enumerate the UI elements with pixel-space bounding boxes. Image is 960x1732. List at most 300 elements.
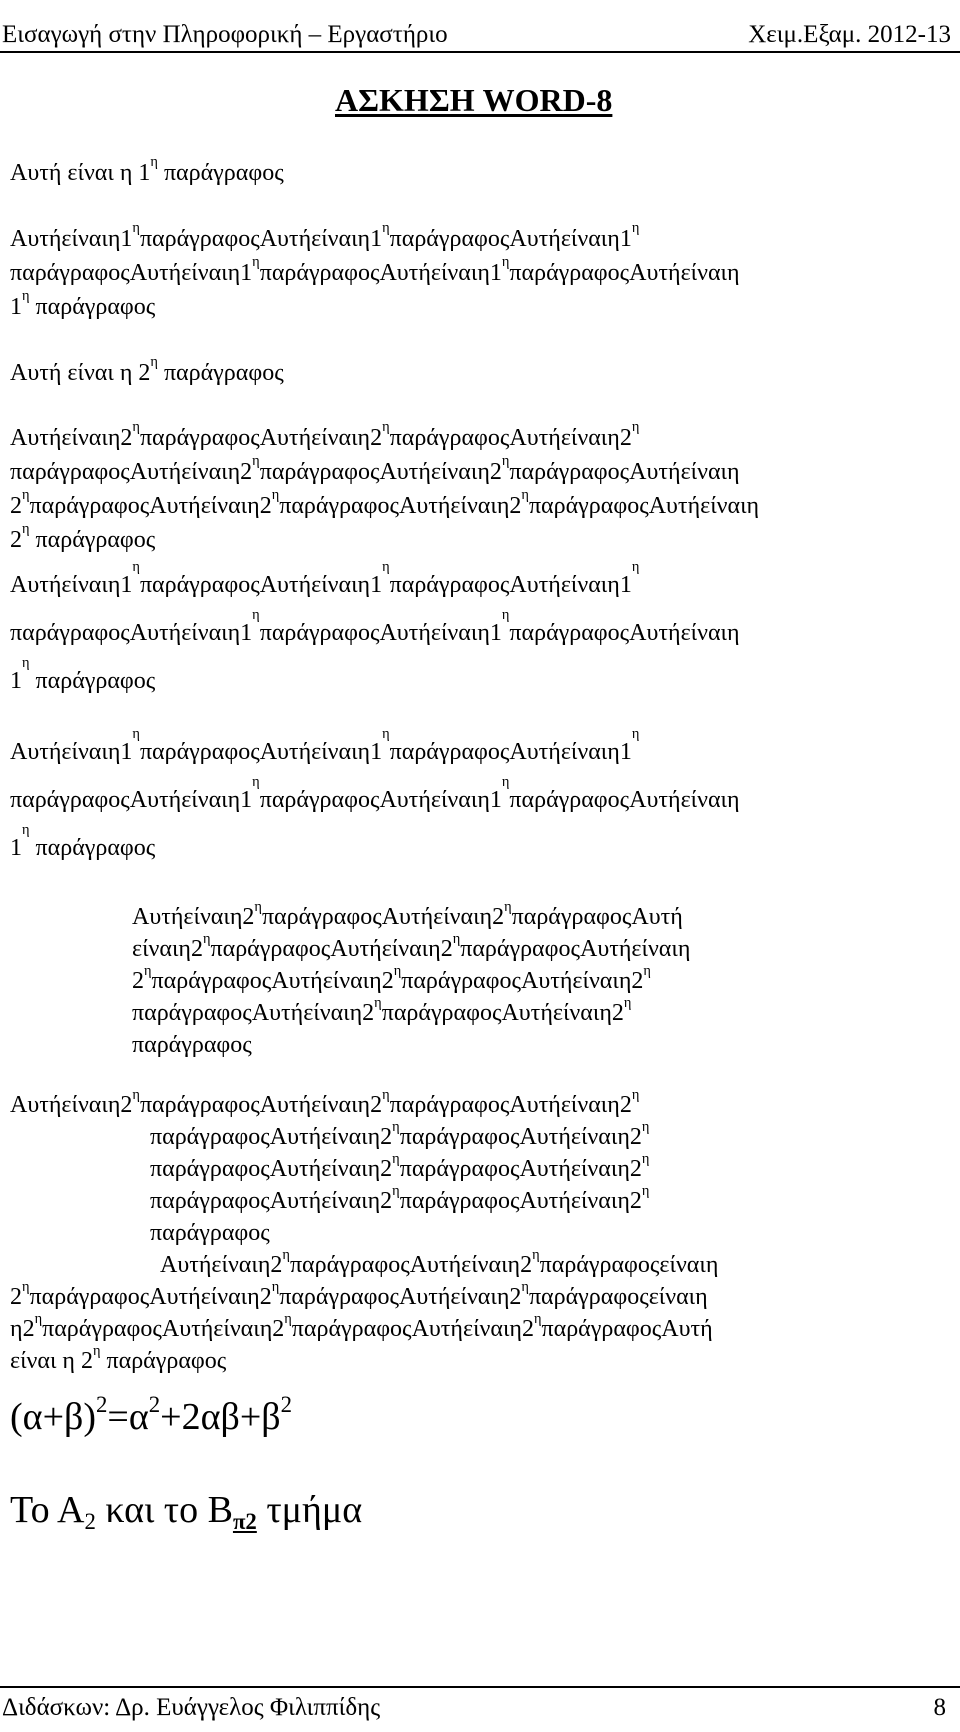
word: παράγραφος — [279, 1284, 399, 1310]
ordinal — [381, 963, 402, 994]
ordinal-number: 2 — [120, 425, 133, 451]
ordinal — [120, 1087, 140, 1118]
ordinal — [138, 154, 158, 186]
paragraph-line — [10, 1217, 950, 1249]
ordinal-number: 1 — [120, 226, 133, 252]
ordinal-suffix: η — [132, 419, 140, 435]
ordinal-suffix: η — [22, 1279, 30, 1295]
word: η — [257, 1252, 271, 1278]
word: παράγραφος — [399, 1156, 520, 1182]
ordinal — [10, 521, 30, 553]
ordinal — [619, 220, 640, 252]
ordinal — [440, 931, 461, 962]
word: παράγραφος — [279, 493, 399, 519]
page-header — [0, 8, 960, 48]
word: παράγραφος — [511, 904, 632, 930]
ordinal — [10, 487, 30, 519]
ordinal-suffix: η — [501, 607, 510, 623]
word: Αυτή — [379, 459, 431, 485]
word: είναι — [430, 787, 478, 813]
word: παράγραφος — [389, 1092, 510, 1118]
ordinal-number: 1 — [10, 835, 22, 861]
ordinal — [272, 1311, 292, 1342]
paragraph-line — [10, 728, 950, 776]
word: Αυτή — [379, 787, 431, 813]
word: Αυτή — [149, 1284, 201, 1310]
word: Αυτή — [629, 459, 681, 485]
paragraph-line — [10, 1249, 950, 1281]
word: παράγραφος — [35, 835, 156, 861]
word: είναι — [311, 572, 358, 598]
ordinal — [10, 1279, 30, 1310]
ordinal-suffix: η — [641, 1151, 650, 1167]
word: η — [357, 572, 371, 598]
ordinal — [489, 774, 510, 813]
ordinal-number: 2 — [489, 459, 502, 485]
word: είναι — [322, 968, 370, 994]
ordinal-number: 2 — [242, 904, 255, 930]
word: η — [357, 226, 371, 252]
word: η — [229, 904, 243, 930]
formula-eq: =α — [107, 1396, 149, 1438]
ordinal-suffix: η — [132, 220, 140, 236]
word: η — [607, 739, 620, 765]
word: είναι — [659, 1252, 706, 1278]
word: η — [599, 1000, 612, 1026]
ordinal-suffix: η — [501, 254, 510, 270]
ordinal-suffix: η — [382, 1087, 390, 1103]
ordinal — [629, 1119, 650, 1150]
word: παράγραφος — [401, 968, 521, 994]
word: είναι — [560, 572, 608, 598]
ordinal-suffix: η — [374, 995, 382, 1011]
word: η — [107, 739, 121, 765]
word: είναι — [560, 226, 608, 252]
word: η — [727, 459, 740, 485]
ordinal — [370, 1087, 390, 1118]
ordinal — [120, 220, 140, 252]
word: η — [727, 260, 740, 286]
word: είναι — [570, 1156, 618, 1182]
word: Αυτή — [269, 1188, 322, 1214]
word: Αυτή — [509, 1092, 561, 1118]
ordinal-suffix: η — [382, 559, 390, 575]
paragraph-4 — [10, 421, 950, 557]
word: η — [727, 787, 740, 813]
paragraph-line — [10, 356, 950, 390]
ordinal-number: 1 — [489, 260, 502, 286]
word: Αυτή — [10, 360, 62, 386]
paragraph-line — [132, 901, 842, 933]
ab-mid: και το Β — [95, 1489, 233, 1531]
word: είναι — [700, 493, 747, 519]
word: Αυτή — [631, 904, 683, 930]
ordinal-suffix: η — [643, 963, 651, 979]
word: Αυτή — [379, 260, 431, 286]
ordinal — [370, 726, 390, 765]
word: παράγραφος — [42, 1316, 162, 1342]
ab-post: τμήμα — [256, 1489, 363, 1531]
word: η — [607, 572, 620, 598]
word: Αυτή — [259, 226, 312, 252]
ordinal-suffix: η — [22, 822, 30, 838]
word: είναι — [321, 1188, 368, 1214]
word: είναι — [61, 226, 108, 252]
word: η — [477, 260, 490, 286]
ordinal-suffix: η — [533, 1311, 542, 1327]
ordinal-number: 2 — [132, 968, 144, 994]
ordinal — [80, 1343, 101, 1374]
word: Αυτή — [519, 1156, 571, 1182]
ordinal-suffix: η — [382, 220, 390, 236]
ordinal-suffix: η — [641, 1119, 650, 1135]
ordinal-number: 2 — [138, 360, 151, 386]
ordinal-number: 2 — [120, 1092, 133, 1118]
word: παράγραφος — [528, 1284, 649, 1310]
paragraph-line — [10, 256, 950, 290]
word: Αυτή — [129, 260, 182, 286]
word: είναι — [680, 260, 728, 286]
word: Αυτή — [381, 904, 434, 930]
paragraph-line — [132, 1029, 842, 1061]
word: παράγραφος — [150, 1124, 270, 1150]
ordinal — [521, 1311, 542, 1342]
ordinal-suffix: η — [252, 607, 260, 623]
word: Αυτή — [161, 1316, 214, 1342]
ordinal — [509, 487, 529, 519]
ordinal-suffix: η — [501, 453, 510, 469]
ordinal-number: 1 — [120, 739, 133, 765]
paragraph-5 — [10, 561, 950, 705]
ordinal — [120, 419, 140, 451]
word: παράγραφος — [389, 572, 510, 598]
word: παράγραφος — [541, 1316, 662, 1342]
ordinal — [619, 1087, 640, 1118]
header-rule — [0, 51, 960, 53]
word: η — [227, 260, 241, 286]
paragraph-line — [10, 609, 950, 657]
paragraph-line — [10, 1185, 950, 1217]
ordinal-suffix: η — [254, 899, 262, 915]
word: παράγραφος — [259, 260, 380, 286]
paragraph-line — [10, 1345, 950, 1377]
word: Αυτή — [10, 739, 62, 765]
word: η — [247, 493, 260, 519]
ordinal — [22, 1311, 43, 1342]
ordinal-suffix: η — [150, 154, 158, 170]
word: Αυτή — [269, 1124, 322, 1150]
word: Αυτή — [259, 1092, 312, 1118]
subscript-line — [10, 1488, 362, 1532]
ordinal-number: 2 — [440, 936, 453, 962]
ordinal — [120, 726, 140, 765]
word: είναι — [450, 493, 497, 519]
word: η — [107, 1092, 121, 1118]
word: είναι — [311, 739, 358, 765]
word: Αυτή — [509, 739, 561, 765]
word: η — [10, 1316, 23, 1342]
paragraph-line — [10, 1313, 950, 1345]
word: Αυτή — [379, 620, 431, 646]
word: Αυτή — [648, 493, 701, 519]
word: η — [107, 425, 121, 451]
paragraph-line — [132, 997, 842, 1029]
word: η — [496, 1284, 510, 1310]
paragraph-line — [132, 933, 842, 965]
word: η — [369, 968, 382, 994]
word: η — [617, 1124, 630, 1150]
ordinal-suffix: η — [22, 521, 30, 537]
word: Αυτή — [629, 260, 681, 286]
word: παράγραφος — [29, 1284, 150, 1310]
ordinal — [611, 995, 632, 1026]
word: Αυτή — [579, 936, 632, 962]
word: η — [509, 1316, 522, 1342]
word: παράγραφος — [132, 1032, 252, 1058]
word: παράγραφος — [210, 936, 331, 962]
ordinal-suffix: η — [144, 963, 152, 979]
ordinal — [138, 354, 158, 386]
ordinal-number: 2 — [259, 1284, 272, 1310]
word: παράγραφος — [389, 739, 510, 765]
page-title: ΑΣΚΗΣΗ WORD-8 — [335, 82, 613, 118]
paragraph-line — [10, 1121, 950, 1153]
word: είναι — [570, 1124, 618, 1150]
ordinal-suffix: η — [284, 1311, 292, 1327]
ordinal — [619, 559, 640, 598]
ab-sub-b: π2 — [232, 1509, 257, 1534]
word: η — [357, 739, 371, 765]
word: η — [357, 425, 371, 451]
ordinal-number: 1 — [120, 572, 133, 598]
word: Αυτή — [411, 1316, 463, 1342]
paragraph-line — [10, 657, 950, 705]
ordinal-number: 2 — [631, 968, 644, 994]
ordinal — [619, 726, 640, 765]
word: παράγραφος — [163, 160, 284, 186]
word: παράγραφος — [381, 1000, 502, 1026]
paragraph-8 — [10, 1089, 950, 1249]
word: είναι — [181, 787, 228, 813]
ordinal — [492, 899, 512, 930]
paragraph-6 — [10, 728, 950, 872]
word: η — [607, 425, 620, 451]
word: είναι — [430, 620, 478, 646]
ordinal-number: 1 — [240, 787, 253, 813]
ordinal — [380, 1183, 400, 1214]
ordinal-suffix: η — [34, 1311, 43, 1327]
ordinal — [10, 288, 30, 320]
ordinal-suffix: η — [504, 899, 512, 915]
word: παράγραφος — [151, 968, 272, 994]
ordinal-suffix: η — [282, 1247, 290, 1263]
ordinal — [10, 822, 30, 861]
word: παράγραφος — [139, 739, 260, 765]
word: είναι — [183, 904, 230, 930]
word: παράγραφος — [389, 425, 510, 451]
ordinal-number: 2 — [380, 1124, 393, 1150]
word: η — [727, 620, 740, 646]
page-footer — [0, 1694, 960, 1722]
paragraph-line — [10, 455, 950, 489]
ordinal — [509, 1279, 529, 1310]
word: είναι — [560, 739, 608, 765]
word: η — [477, 787, 490, 813]
word: Αυτή — [149, 493, 201, 519]
ordinal-suffix: η — [252, 774, 260, 790]
word: Αυτή — [399, 1284, 451, 1310]
word: Αυτή — [10, 572, 62, 598]
ordinal-number: 2 — [492, 904, 505, 930]
ordinal — [240, 774, 260, 813]
word: παράγραφος — [150, 1188, 270, 1214]
ordinal — [240, 453, 260, 485]
ordinal-number: 2 — [509, 1284, 522, 1310]
word: παράγραφος — [106, 1348, 227, 1374]
ordinal-suffix: η — [271, 487, 280, 503]
word: παράγραφος — [10, 787, 130, 813]
word: παράγραφος — [291, 1316, 412, 1342]
word: παράγραφος — [132, 1000, 252, 1026]
ordinal-number: 1 — [10, 294, 22, 320]
word: παράγραφος — [259, 459, 380, 485]
word: η — [746, 493, 760, 519]
word: Αυτή — [661, 1316, 713, 1342]
word: είναι — [311, 226, 358, 252]
word: η — [349, 1000, 363, 1026]
word: είναι — [631, 936, 678, 962]
word: παράγραφος — [259, 787, 380, 813]
word: Αυτή — [409, 1252, 462, 1278]
ordinal-suffix: η — [641, 1183, 650, 1199]
word: η — [107, 572, 121, 598]
word: είναι — [462, 1316, 510, 1342]
ordinal-number: 2 — [381, 968, 394, 994]
ordinal-suffix: η — [252, 254, 260, 270]
ordinal-number: 1 — [10, 668, 22, 694]
ordinal-suffix: η — [132, 726, 140, 742]
word: η — [227, 787, 241, 813]
word: η — [479, 904, 493, 930]
ordinal-suffix: η — [22, 655, 30, 671]
formula-line — [10, 1392, 292, 1439]
ordinal-number: 1 — [240, 260, 253, 286]
word: παράγραφος — [10, 260, 130, 286]
word: είναι — [648, 1284, 696, 1310]
word: παράγραφος — [35, 527, 156, 553]
word: Αυτή — [160, 1252, 212, 1278]
ordinal-number: 2 — [10, 1284, 22, 1310]
word: είναι — [450, 1284, 497, 1310]
ordinal-suffix: η — [271, 1279, 280, 1295]
word: παράγραφος — [150, 1220, 270, 1246]
word: η — [618, 968, 632, 994]
ordinal — [242, 899, 262, 930]
word: είναι — [321, 1124, 368, 1150]
paragraph-3 — [10, 356, 950, 390]
word: παράγραφος — [509, 787, 630, 813]
word: η — [507, 1252, 521, 1278]
ordinal-number: 2 — [611, 1000, 624, 1026]
word: η — [367, 1188, 381, 1214]
ordinal-number: 2 — [272, 1316, 285, 1342]
ordinal-suffix: η — [382, 419, 390, 435]
word: Αυτή — [501, 1000, 553, 1026]
word: η — [227, 620, 241, 646]
ordinal-number: 2 — [80, 1348, 93, 1374]
ordinal-suffix: η — [132, 559, 140, 575]
ordinal-number: 1 — [370, 739, 383, 765]
word: η — [367, 1124, 381, 1150]
word: η — [259, 1316, 273, 1342]
word: είναι — [572, 968, 619, 994]
ordinal-suffix: η — [631, 1087, 640, 1103]
ordinal-number: 2 — [380, 1156, 393, 1182]
word: Αυτή — [399, 493, 451, 519]
word: παράγραφος — [139, 1092, 260, 1118]
ordinal-suffix: η — [393, 963, 402, 979]
word: παράγραφος — [399, 1124, 520, 1150]
word: Αυτή — [629, 620, 681, 646]
ordinal-suffix: η — [392, 1151, 400, 1167]
word: η — [119, 360, 133, 386]
ordinal — [629, 1151, 650, 1182]
paragraph-2 — [10, 222, 950, 324]
word: η — [607, 1092, 620, 1118]
ordinal-suffix: η — [623, 995, 632, 1011]
word: η — [357, 1092, 371, 1118]
formula-mid: +2αβ+β — [160, 1396, 281, 1438]
ordinal-suffix: η — [252, 453, 260, 469]
ordinal-suffix: η — [452, 931, 461, 947]
ordinal-suffix: η — [392, 1119, 400, 1135]
word: παράγραφος — [35, 294, 156, 320]
ordinal-number: 2 — [380, 1188, 393, 1214]
word: είναι — [61, 1092, 108, 1118]
ordinal — [270, 1247, 290, 1278]
word: είναι — [560, 425, 608, 451]
word: είναι — [430, 260, 478, 286]
ordinal-number: 1 — [370, 572, 383, 598]
word: είναι — [61, 572, 108, 598]
word: είναι — [321, 1156, 368, 1182]
word: Αυτή — [330, 936, 382, 962]
word: η — [607, 226, 620, 252]
page-number: 8 — [933, 1694, 946, 1721]
ordinal-suffix: η — [132, 1087, 140, 1103]
ab-sub-a: 2 — [84, 1509, 96, 1534]
ordinal-suffix: η — [631, 220, 640, 236]
word: η — [617, 1188, 630, 1214]
word: παράγραφος — [509, 459, 630, 485]
word: η — [677, 936, 691, 962]
word: είναι — [211, 1252, 258, 1278]
paragraph-line — [10, 156, 950, 190]
word: Αυτή — [269, 1156, 322, 1182]
word: είναι — [570, 1188, 618, 1214]
word: είναι — [381, 936, 429, 962]
word: παράγραφος — [460, 936, 580, 962]
word: η — [247, 1284, 260, 1310]
ordinal — [240, 254, 260, 286]
ordinal-number: 1 — [619, 739, 632, 765]
ordinal-suffix: η — [22, 288, 30, 304]
paragraph-line — [10, 1089, 950, 1121]
word: Αυτή — [259, 572, 312, 598]
word: Αυτή — [129, 459, 182, 485]
word: η — [428, 936, 441, 962]
word: Αυτή — [521, 968, 573, 994]
